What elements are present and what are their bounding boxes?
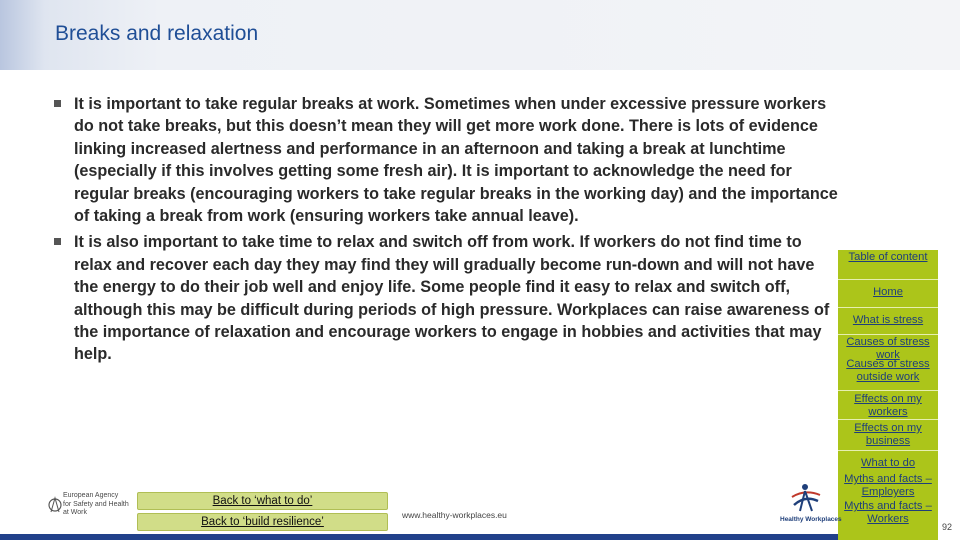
website-url: www.healthy-workplaces.eu — [402, 510, 507, 520]
bullet-item — [52, 93, 842, 227]
sidebar-item-myths-employers[interactable]: Myths and facts – Employers — [844, 473, 932, 498]
sidebar-divider — [838, 279, 938, 280]
bullet-item — [52, 231, 842, 365]
back-to-what-to-do-button[interactable]: Back to ‘what to do’ — [137, 492, 388, 510]
sidebar-divider — [838, 390, 938, 391]
sidebar-item-causes-work[interactable]: Causes of stress work — [846, 336, 930, 361]
footer-band — [0, 534, 838, 540]
agency-name — [63, 492, 129, 518]
page-title: Breaks and relaxation — [55, 22, 259, 45]
sidebar-divider — [838, 419, 938, 420]
sidebar-nav — [838, 250, 938, 540]
back-to-build-resilience-button[interactable]: Back to ‘build resilience’ — [137, 513, 388, 531]
bullet-marker — [54, 100, 61, 107]
sidebar-item-causes-outside-work[interactable]: Causes of stress outside work — [846, 358, 930, 383]
sidebar-divider — [838, 450, 938, 451]
sidebar-item-effects-business[interactable]: Effects on my business — [854, 422, 922, 447]
sidebar-divider — [838, 334, 938, 335]
sidebar-item-home[interactable]: Home — [873, 286, 903, 298]
agency-line: for Safety and Health — [63, 500, 129, 508]
page-number: 92 — [942, 522, 953, 532]
bullet-list — [52, 93, 842, 370]
sidebar-item-effects-workers[interactable]: Effects on my workers — [854, 393, 922, 418]
agency-line: European Agency — [63, 492, 119, 499]
sidebar-item-what-to-do[interactable]: What to do — [860, 457, 916, 469]
agency-line: at Work — [63, 509, 87, 516]
sidebar-item-what-is-stress[interactable]: What is stress — [852, 314, 924, 326]
sidebar-item-myths-workers[interactable]: Myths and facts – Workers — [844, 500, 932, 525]
campaign-name: Healthy Workplaces — [780, 516, 842, 523]
sidebar-divider — [838, 307, 938, 308]
bullet-text: It is important to take regular breaks at work. Sometimes when under excessive pressure workers do not take breaks, but this doesn’t mean they will get more work done. There is lots of evidence linking increased alertness and performance in an afternoon and taking a break at lunchtime (especially if this involves getting some fresh air). It is important to acknowledge the need for regular breaks (encouraging workers to take regular breaks in the working day) and the importance of taking a break from work (ensuring workers take annual leave). — [74, 95, 838, 226]
bullet-text: It is also important to take time to relax and switch off from work. If workers do not find time to relax and recover each day they may find they will gradually become run-down and will not have the energy to do their job well and enjoy life. Some people find it easy to relax and switch off, although this may be difficult during periods of high pressure. Workplaces can raise awareness of the importance of relaxation and encourage workers to engage in hobbies and activities that may help. — [74, 233, 830, 364]
bullet-marker — [54, 238, 61, 245]
sidebar-item-table-of-content[interactable]: Table of content — [848, 251, 928, 263]
